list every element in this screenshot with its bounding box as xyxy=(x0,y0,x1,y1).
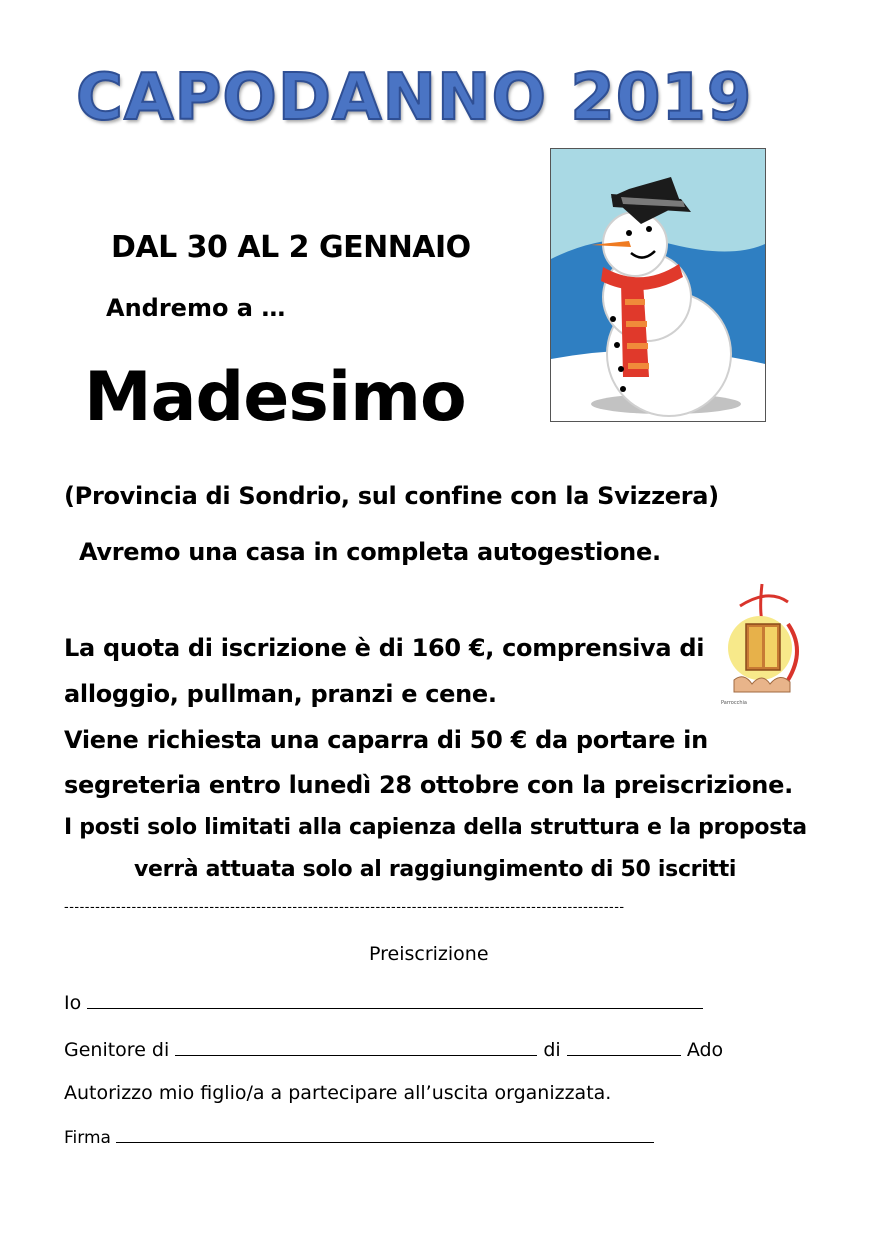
body-line: segreteria entro lunedì 28 ottobre con la preiscrizione. xyxy=(64,771,793,799)
body-line: La quota di iscrizione è di 160 €, comprensiva di xyxy=(64,634,705,662)
cut-separator: ------------------------------------------------------------------------------------------------------------ xyxy=(64,900,625,915)
class-field[interactable] xyxy=(567,1037,681,1056)
event-dates: DAL 30 AL 2 GENNAIO xyxy=(111,230,471,265)
io-label: Io xyxy=(64,992,82,1014)
genitore-label: Genitore di xyxy=(64,1039,170,1061)
parent-row xyxy=(64,1037,723,1061)
page-title: CAPODANNO 2019 xyxy=(76,61,753,135)
svg-text:Parrocchia: Parrocchia xyxy=(721,700,747,706)
di-label: di xyxy=(543,1039,561,1061)
body-line: Viene richiesta una caparra di 50 € da portare in xyxy=(64,726,708,754)
parish-oratory-logo xyxy=(718,580,800,710)
authorization-text: Autorizzo mio figlio/a a partecipare all’uscita organizzata. xyxy=(64,1082,612,1104)
signature-row xyxy=(64,1127,654,1148)
firma-label: Firma xyxy=(64,1128,111,1148)
snowman-illustration xyxy=(550,148,766,422)
name-row xyxy=(64,990,703,1014)
limit-line-1: I posti solo limitati alla capienza della struttura e la proposta xyxy=(64,815,807,840)
limit-line-2: verrà attuata solo al raggiungimento di 50 iscritti xyxy=(134,857,737,882)
form-title: Preiscrizione xyxy=(369,943,489,965)
destination-heading: Madesimo xyxy=(84,358,466,437)
province-note: (Provincia di Sondrio, sul confine con la Svizzera) xyxy=(64,482,719,510)
intro-text: Andremo a … xyxy=(106,294,286,322)
body-line: alloggio, pullman, pranzi e cene. xyxy=(64,680,497,708)
child-name-field[interactable] xyxy=(175,1037,537,1056)
house-note: Avremo una casa in completa autogestione. xyxy=(79,538,661,566)
ado-label: Ado xyxy=(686,1039,724,1061)
name-field[interactable] xyxy=(87,990,703,1009)
signature-field[interactable] xyxy=(116,1127,654,1143)
